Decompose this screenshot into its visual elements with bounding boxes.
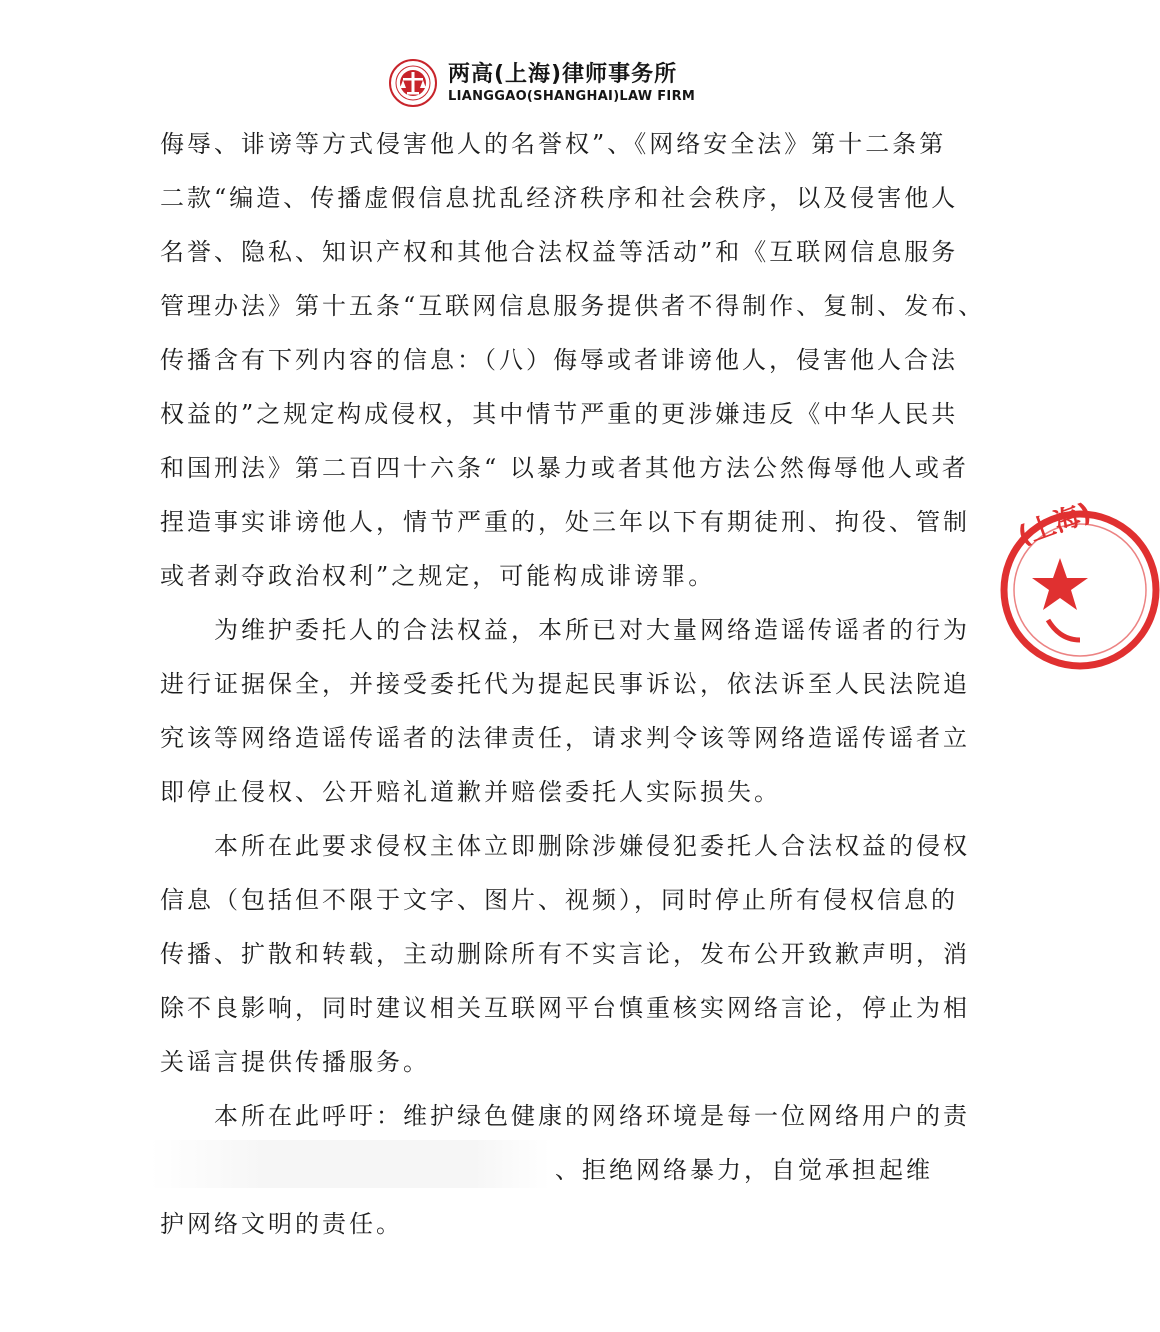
text-line: 即停止侵权、公开赔礼道歉并赔偿委托人实际损失。 — [160, 778, 781, 806]
law-firm-logo-icon — [388, 58, 438, 108]
text-line: 为维护委托人的合法权益，本所已对大量网络造谣传谣者的行为 — [160, 616, 970, 644]
firm-name-cn: 两高(上海)律师事务所 — [448, 62, 678, 87]
seal-text: (上海) — [1014, 497, 1096, 552]
obscured-area — [150, 1140, 550, 1188]
letterhead — [388, 58, 695, 108]
text-line: 本所在此要求侵权主体立即删除涉嫌侵犯委托人合法权益的侵权 — [160, 832, 970, 860]
text-line: 权益的”之规定构成侵权，其中情节严重的更涉嫌违反《中华人民共 — [160, 400, 959, 428]
text-line: 侮辱、诽谤等方式侵害他人的名誉权”、《网络安全法》第十二条第 — [160, 130, 947, 158]
text-line: 除不良影响，同时建议相关互联网平台慎重核实网络言论，停止为相 — [160, 994, 970, 1022]
text-line: 或者剥夺政治权利”之规定，可能构成诽谤罪。 — [160, 562, 716, 590]
text-line: 和国刑法》第二百四十六条“ 以暴力或者其他方法公然侮辱他人或者 — [160, 454, 969, 482]
firm-name-en: LIANGGAO(SHANGHAI)LAW FIRM — [448, 89, 696, 104]
text-line: 名誉、隐私、知识产权和其他合法权益等活动”和《互联网信息服务 — [160, 238, 959, 266]
red-star-seal-icon — [1000, 490, 1160, 690]
text-line: 传播、扩散和转载，主动删除所有不实言论，发布公开致歉声明，消 — [160, 940, 970, 968]
letter-body — [160, 117, 986, 1251]
paragraph-3 — [160, 819, 970, 1089]
paragraph-1 — [160, 117, 986, 603]
text-line: 管理办法》第十五条“互联网信息服务提供者不得制作、复制、发布、 — [160, 292, 986, 320]
text-line: 护网络文明的责任。 — [160, 1210, 403, 1238]
text-line: 关谣言提供传播服务。 — [160, 1048, 430, 1076]
text-line: 二款“编造、传播虚假信息扰乱经济秩序和社会秩序，以及侵害他人 — [160, 184, 959, 212]
paragraph-2 — [160, 603, 970, 819]
text-line: 信息（包括但不限于文字、图片、视频），同时停止所有侵权信息的 — [160, 886, 958, 914]
text-line: 捏造事实诽谤他人，情节严重的，处三年以下有期徒刑、拘役、管制 — [160, 508, 970, 536]
text-line: 传播含有下列内容的信息：（八）侮辱或者诽谤他人，侵害他人合法 — [160, 346, 958, 374]
partial-text-line: 、拒绝网络暴力，自觉承担起维 — [555, 1156, 933, 1184]
text-line: 究该等网络造谣传谣者的法律责任，请求判令该等网络造谣传谣者立 — [160, 724, 970, 752]
text-line: 进行证据保全，并接受委托代为提起民事诉讼，依法诉至人民法院追 — [160, 670, 970, 698]
text-line: 本所在此呼吁：维护绿色健康的网络环境是每一位网络用户的责 — [160, 1102, 970, 1130]
